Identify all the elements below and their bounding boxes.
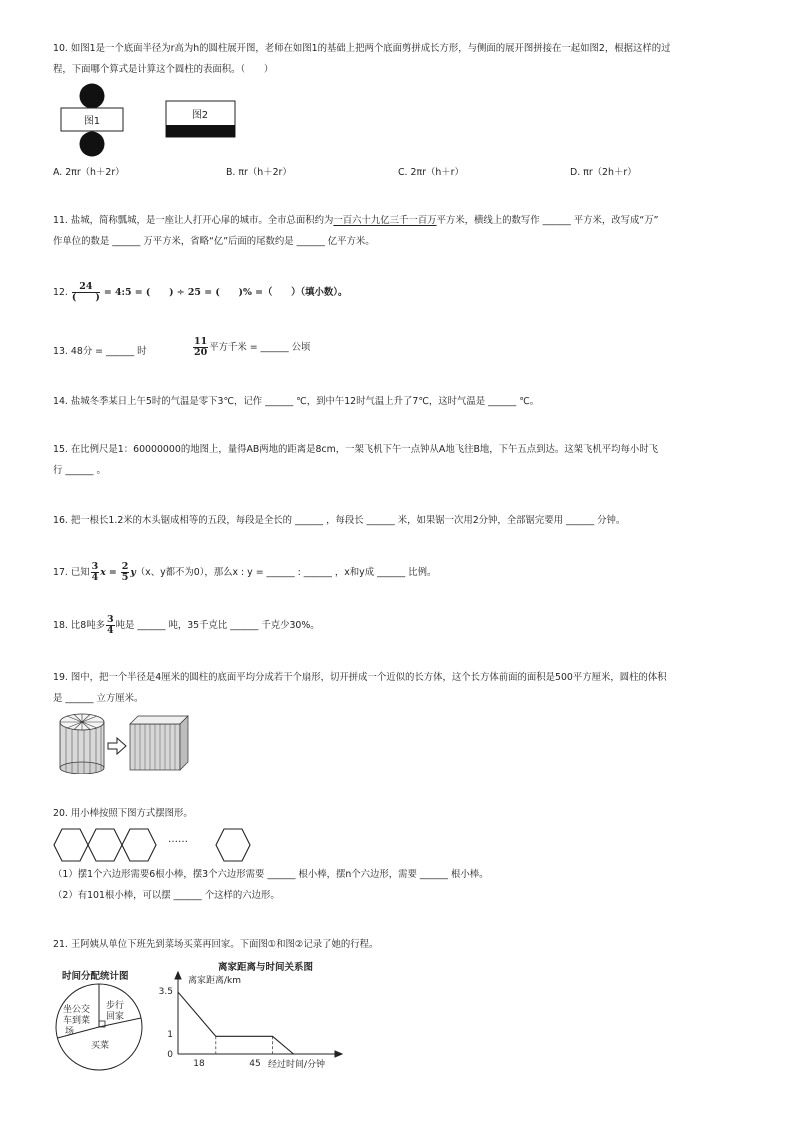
q17-equals: = (108, 567, 117, 578)
q18-prefix: 18. 比8吨多 (53, 620, 105, 631)
hexagon-single (216, 829, 250, 861)
q12-line (53, 281, 347, 305)
pie-label-walk-1: 步行 (106, 1001, 125, 1011)
q11-text-a: 11. 盐城，简称瓢城，是一座让人打开心扉的城市。全市总面积约为 (53, 215, 334, 226)
pie-label-bus-3: 场 (65, 1027, 75, 1037)
q10-figures (58, 82, 248, 158)
y-tick-0: 0 (167, 1050, 173, 1060)
q13-part2: 平方千米 = ______ 公顷 (209, 342, 311, 353)
q10-option-a: A. 2πr（h＋2r） (53, 167, 125, 178)
q12-prefix: 12. (53, 287, 68, 298)
q12-frac-num: 24 (72, 282, 100, 293)
x-axis-label: 经过时间/分钟 (268, 1060, 326, 1070)
q20-sub2: （2）有101根小棒，可以摆 ______ 个这样的六边形。 (53, 890, 280, 901)
q17-f2-num: 2 (121, 561, 129, 572)
q17-fraction-1 (91, 562, 100, 583)
q11-line2: 作单位的数是 ______ 万平方米，省略“亿”后面的尾数约是 ______ 亿平方米。 (53, 236, 375, 247)
q14-line: 14. 盐城冬季某日上午5时的气温是零下3℃，记作 ______ ℃，到中午12时气温上升了7℃，这时气温是 ______ ℃。 (53, 396, 540, 407)
q20-hexagon-figures (52, 826, 262, 864)
x-tick-45: 45 (249, 1059, 261, 1069)
q12-expression: = 4:5 = ( ) ÷ 25 = ( )% =（ ）（填小数）。 (103, 287, 348, 298)
q20-title: 20. 用小棒按照下图方式摆图形。 (53, 808, 193, 819)
approximate-cuboid-figure (130, 716, 188, 770)
q12-frac-den: ( ) (71, 292, 100, 303)
q10-line2: 程，下面哪个算式是计算这个圆柱的表面积。（ ） (53, 64, 274, 75)
q18-f-num: 3 (106, 614, 114, 625)
q19-cylinder-to-cuboid-figure (57, 710, 193, 774)
q17-f2-den: 5 (121, 572, 129, 583)
q19-line1: 19. 图中，把一个半径是4厘米的圆柱的底面平均分成若干个扇形，切开拼成一个近似的长方体，这个长方体前面的面积是500平方厘米，圆柱的体积 (53, 672, 667, 683)
x-tick-18: 18 (193, 1059, 205, 1069)
line-chart-title: 离家距离与时间关系图 (218, 962, 314, 973)
q18-f-den: 4 (106, 625, 114, 636)
q15-line1: 15. 在比例尺是1：60000000的地图上，量得AB两地的距离是8cm，一架飞机下午一点钟从A地飞往B地，下午五点到达。这架飞机平均每小时飞 (53, 444, 659, 455)
hexagon-2 (88, 829, 122, 861)
hexagon-1 (54, 829, 88, 861)
time-allocation-pie-chart (53, 981, 145, 1073)
q18-fraction (106, 615, 115, 636)
pie-label-bus-2: 车到菜 (63, 1016, 91, 1026)
sliced-cylinder-figure (60, 714, 104, 774)
q10-option-c: C. 2πr（h＋r） (398, 167, 464, 178)
y-axis-arrow-icon (175, 972, 181, 979)
q10-option-d: D. πr（2h＋r） (570, 167, 637, 178)
q16-line: 16. 把一根长1.2米的木头锯成相等的五段，每段是全长的 ______ ，每段长 ______ 米，如果锯一次用2分钟，全部锯完要用 ______ 分钟。 (53, 515, 626, 526)
x-axis-arrow-icon (335, 1051, 342, 1057)
figure1-label: 图1 (83, 116, 101, 127)
figure2-rectangle (166, 101, 235, 137)
transform-arrow-icon (108, 738, 126, 754)
pie-label-bus-1: 坐公交 (63, 1005, 91, 1015)
q11-line1 (53, 214, 658, 228)
q21-title: 21. 王阿姨从单位下班先到菜场买菜再回家。下面图①和图②记录了她的行程。 (53, 939, 379, 950)
figure2-label: 图2 (191, 110, 209, 121)
q17-fraction-2 (121, 562, 130, 583)
pie-label-walk-2: 回家 (106, 1012, 125, 1022)
q17-f1-num: 3 (91, 561, 99, 572)
q11-underlined-number: 一百六十九亿三千一百万 (333, 215, 437, 226)
q17-var-x: x (100, 567, 106, 578)
q17-prefix: 17. 已知 (53, 567, 90, 578)
q10-line1: 10. 如图1是一个底面半径为r高为h的圆柱展开图，老师在如图1的基础上把两个底面剪拼成长方形，与侧面的展开图拼接在一起如图2，根据这样的过 (53, 43, 671, 54)
q10-option-b: B. πr（h＋2r） (226, 167, 292, 178)
q19-line2: 是 ______ 立方厘米。 (53, 693, 144, 704)
distance-time-line-chart (158, 970, 348, 1074)
q13-frac-den: 20 (194, 347, 208, 358)
pie-label-shopping: 买菜 (91, 1041, 110, 1051)
figure1-cylinder-net (61, 84, 123, 157)
q18-line (53, 614, 320, 638)
q17-var-y: y (130, 567, 136, 578)
q20-ellipsis: …… (168, 834, 188, 845)
q13-part2-wrap (192, 336, 310, 360)
q17-line (53, 561, 436, 585)
q17-f1-den: 4 (91, 572, 99, 583)
q11-text-b: 平方米，横线上的数写作 ______ 平方米，改写成“万” (436, 215, 659, 226)
distance-series-line (178, 992, 294, 1054)
hexagon-3 (122, 829, 156, 861)
q13-part1: 13. 48分 = ______ 时 (53, 346, 147, 357)
q17-suffix: （x、y都不为0），那么x : y = ______ : ______ ，x和y成 ______ 比例。 (135, 567, 437, 578)
q15-line2: 行 ______ 。 (53, 465, 106, 476)
q12-fraction (72, 282, 100, 303)
y-tick-1: 1 (167, 1030, 173, 1040)
y-axis-label: 离家距离/km (188, 976, 242, 986)
q13-fraction (193, 337, 208, 358)
q13-frac-num: 11 (194, 336, 208, 347)
pie-chart-title: 时间分配统计图 (62, 971, 129, 982)
y-tick-3-5: 3.5 (158, 987, 173, 997)
q18-suffix: 吨是 ______ 吨，35千克比 ______ 千克少30%。 (115, 620, 320, 631)
q20-sub1: （1）摆1个六边形需要6根小棒，摆3个六边形需要 ______ 根小棒，摆n个六边形，需要 ______ 根小棒。 (53, 869, 489, 880)
